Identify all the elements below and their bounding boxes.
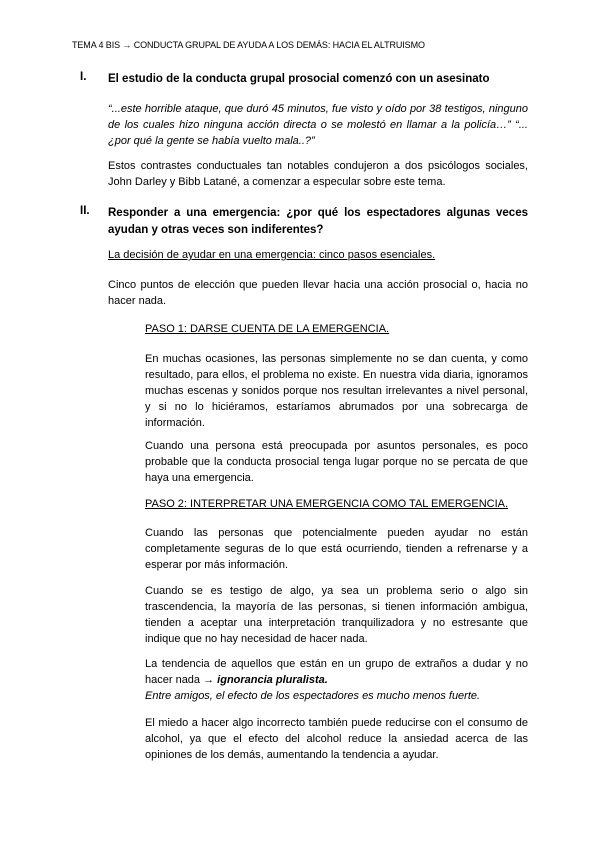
section-2-number: II. xyxy=(80,205,90,217)
section-1-quote: “...este horrible ataque, que duró 45 minutos, fue visto y oído por 38 testigos, ninguno de los cuales hizo ninguna acción directa o se molestó en llamar a la policía…” “...¿por qué la gente se había vuelto mala..?” xyxy=(108,103,528,147)
section-1-number: I. xyxy=(80,71,87,83)
step-2-paragraph-3 xyxy=(145,656,528,704)
section-1-paragraph: Estos contrastes conductuales tan notables condujeron a dos psicólogos sociales, John Darley y Bibb Latané, a comenzar a especular sobre este tema. xyxy=(108,160,528,188)
section-2-intro: Cinco puntos de elección que pueden llevar hacia una acción prosocial o, hacia no hacer nada. xyxy=(108,279,528,307)
step-2-paragraph-4: El miedo a hacer algo incorrecto también puede reducirse con el consumo de alcohol, ya que el efecto del alcohol reduce la ansiedad acerca de las opiniones de los demás, aumentando la tendencia a ayudar. xyxy=(145,717,528,761)
step-1-paragraph-1: En muchas ocasiones, las personas simplemente no se dan cuenta, y como resultado, para ellos, el problema no existe. En nuestra vida diaria, ignoramos muchas escenas y sonidos porque nos resultan irrelevantes a nivel personal, y si no lo hiciéramos, estaríamos abrumados por una sobrecarga de información. xyxy=(145,353,528,429)
step-2-paragraph-3-text: La tendencia de aquellos que están en un grupo de extraños a dudar y no hacer nada → xyxy=(145,658,528,686)
step-2-paragraph-3-italic: Entre amigos, el efecto de los espectadores es mucho menos fuerte. xyxy=(145,690,481,702)
step-1-paragraph-2: Cuando una persona está preocupada por asuntos personales, es poco probable que la conducta prosocial tenga lugar porque no se percata de que haya una emergencia. xyxy=(145,440,528,484)
step-2-paragraph-1: Cuando las personas que potencialmente pueden ayudar no están completamente seguras de lo que está ocurriendo, tienden a refrenarse y a esperar por más información. xyxy=(145,527,528,571)
pluralistic-ignorance-term: ignorancia pluralista. xyxy=(217,674,328,686)
page-header: TEMA 4 BIS → CONDUCTA GRUPAL DE AYUDA A LOS DEMÁS: HACIA EL ALTRUISMO xyxy=(72,40,425,50)
section-2-subtitle: La decisión de ayudar en una emergencia: cinco pasos esenciales. xyxy=(108,249,436,261)
step-2-heading: PASO 2: INTERPRETAR UNA EMERGENCIA COMO TAL EMERGENCIA. xyxy=(145,498,509,510)
section-2-title: Responder a una emergencia: ¿por qué los espectadores algunas veces ayudan y otras veces son indiferentes? xyxy=(108,207,528,236)
step-1-heading: PASO 1: DARSE CUENTA DE LA EMERGENCIA. xyxy=(145,323,390,335)
section-1-title: El estudio de la conducta grupal prosocial comenzó con un asesinato xyxy=(108,73,490,85)
step-2-paragraph-2: Cuando se es testigo de algo, ya sea un problema serio o algo sin trascendencia, la mayoría de las personas, si tienen información ambigua, tienden a aceptar una interpretación tranquilizadora y no estresante que indique que no hay necesidad de hacer nada. xyxy=(145,585,528,645)
